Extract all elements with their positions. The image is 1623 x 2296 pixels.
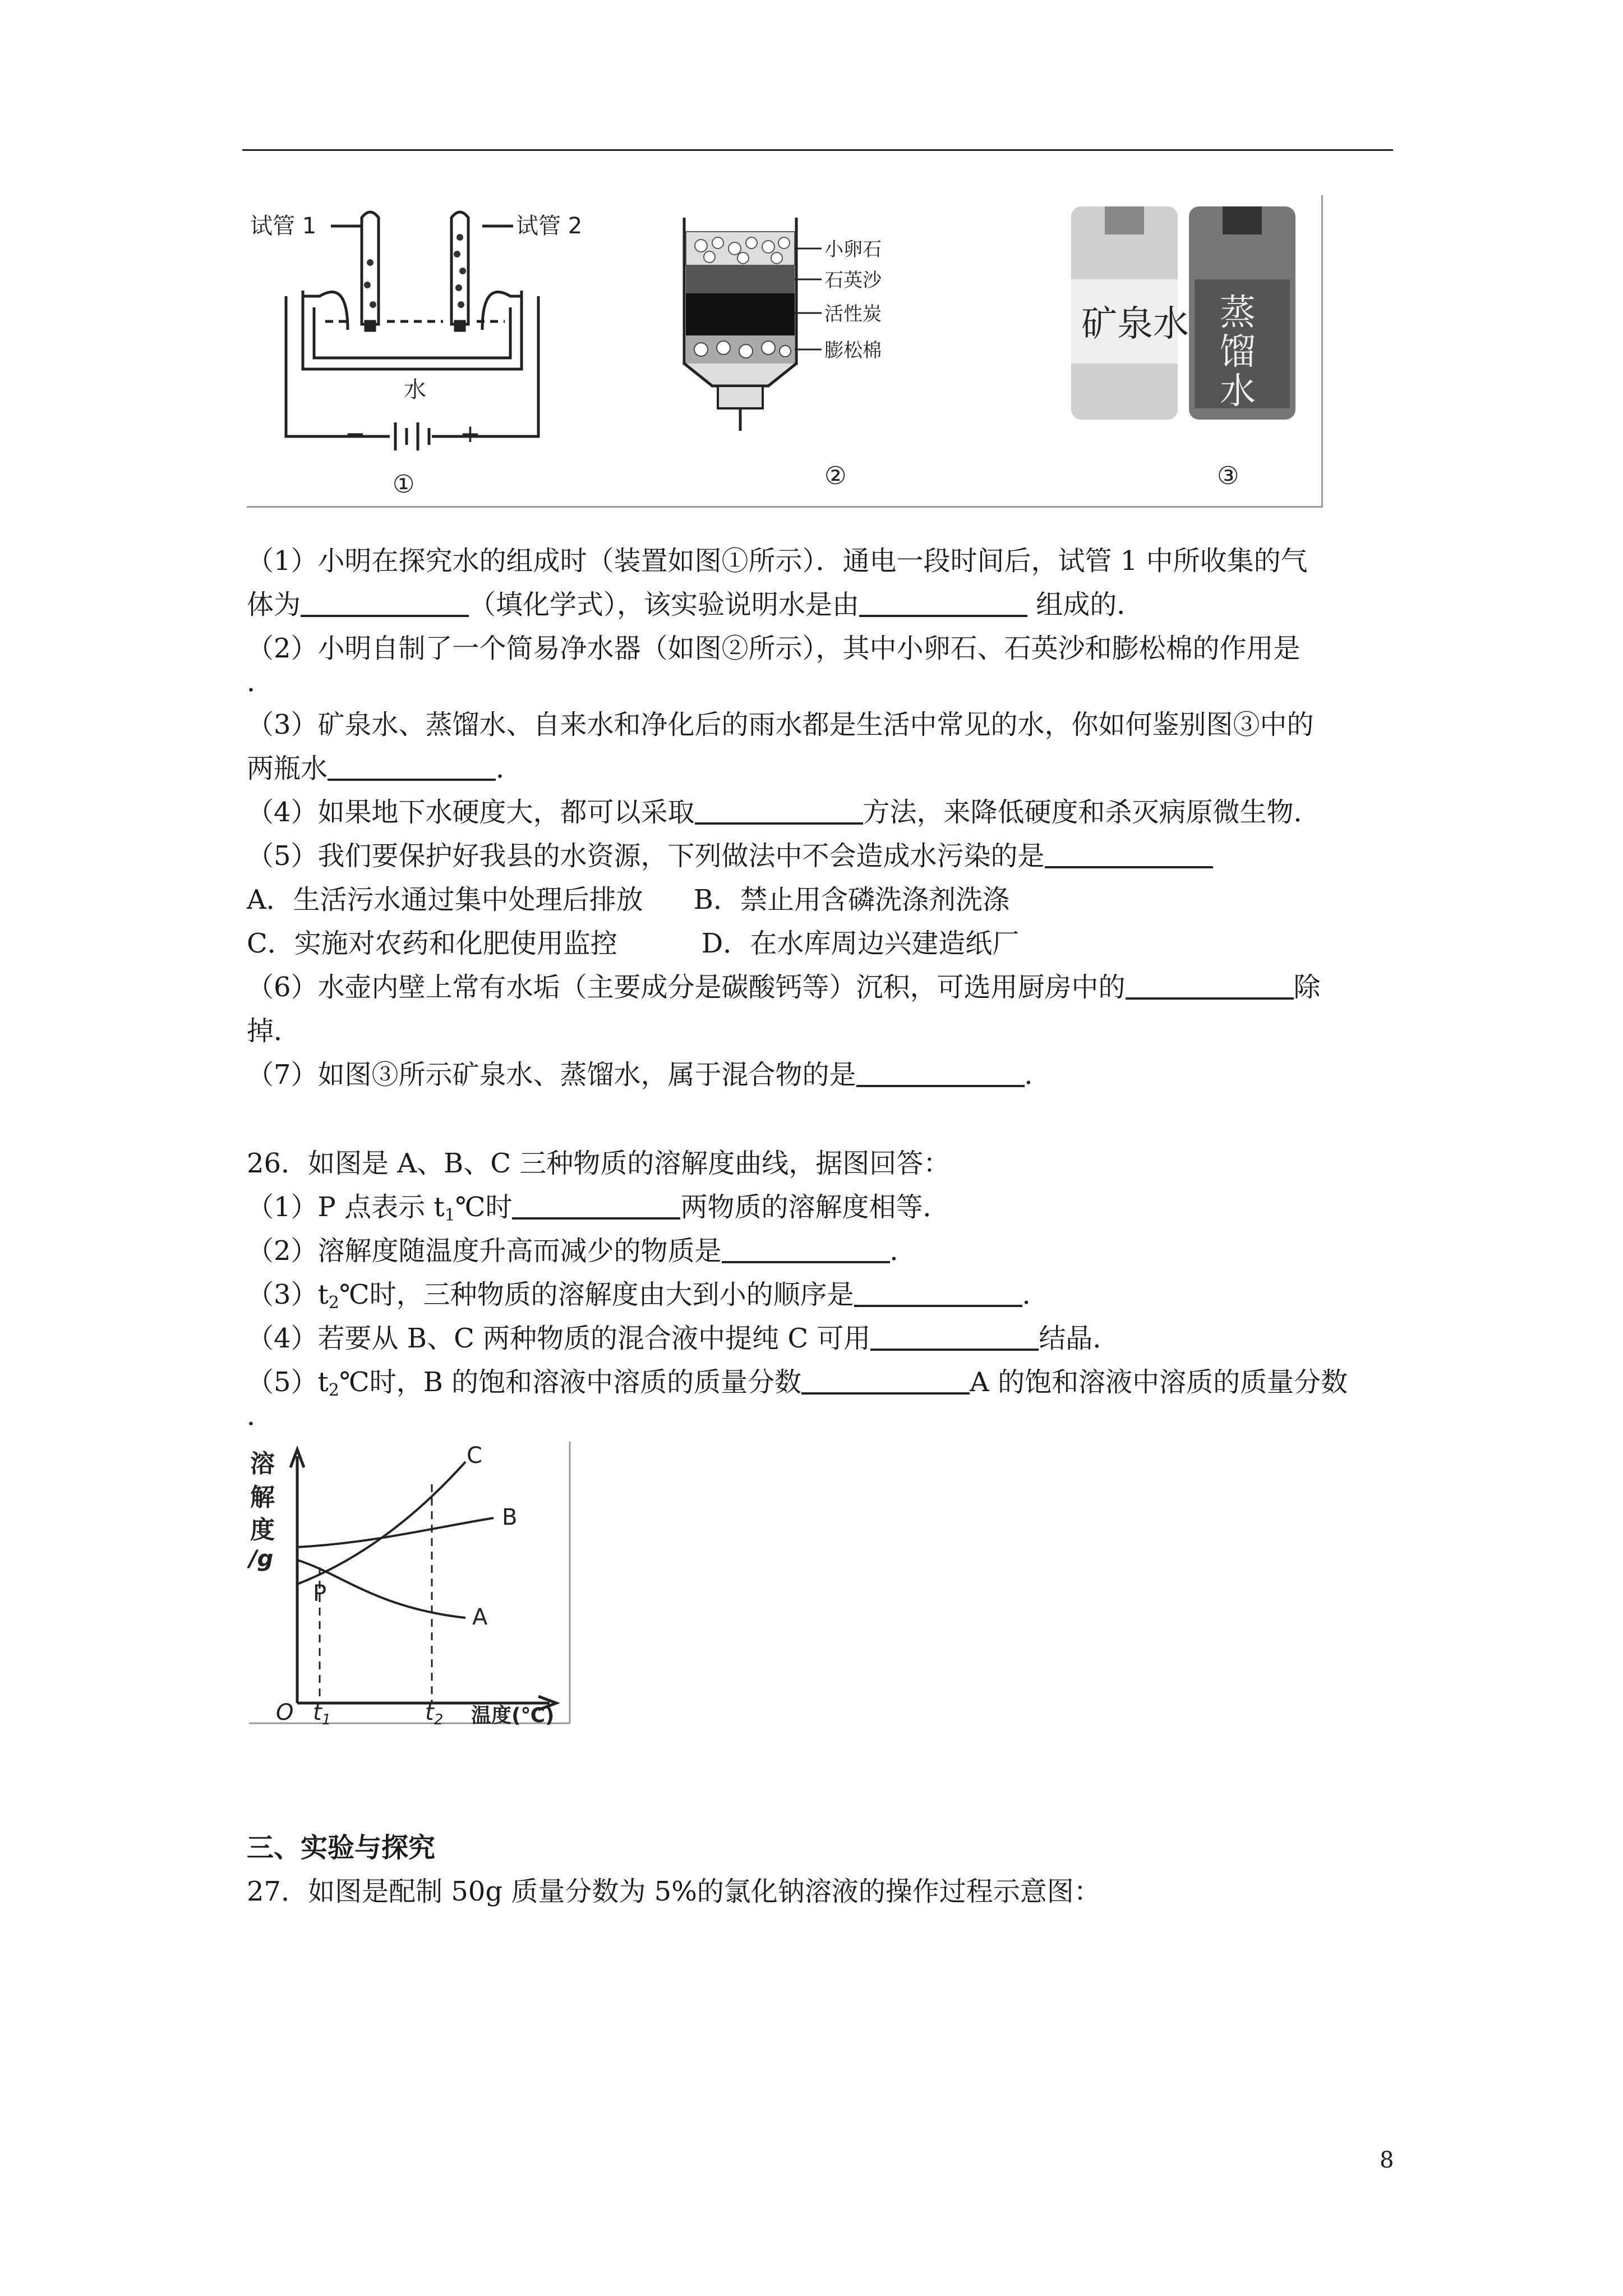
t1-tick: $t_1$ — [313, 1700, 331, 1726]
q25-line7: （4）如果地下水硬度大，都可以采取 方法，来降低硬度和杀灭病原微生物． — [247, 797, 1321, 828]
caption-1: ① — [393, 470, 415, 499]
page-number: 8 — [1380, 2147, 1394, 2173]
water-label: 水 — [404, 377, 426, 403]
curve-b — [297, 1518, 494, 1547]
q25-line1: （1）小明在探究水的组成时（装置如图①所示）．通电一段时间后，试管 1 中所收集的气 — [247, 545, 1308, 577]
bottle2-label: 蒸馏水 — [1220, 292, 1256, 412]
answer-blank-compare[interactable] — [801, 1368, 970, 1395]
curve-c — [297, 1462, 465, 1584]
tube2-label: 试管 2 — [516, 213, 583, 239]
ylabel-char-2: 解 — [250, 1483, 275, 1512]
answer-blank-identify[interactable] — [328, 754, 496, 781]
section-3-heading: 三、实验与探究 — [247, 1832, 436, 1864]
q26-line1: （1）P 点表示 $t_1℃$时 两物质的溶解度相等． — [247, 1191, 950, 1225]
q25-options-cd: C．实施对农药和化肥使用监控 D．在水库周边兴建造纸厂 — [247, 928, 1020, 959]
curve-c-label: C — [467, 1443, 482, 1469]
q26-line2: （2）溶解度随温度升高而减少的物质是 ． — [247, 1235, 917, 1267]
caption-2: ② — [824, 462, 847, 490]
ylabel-char-3: 度 — [250, 1516, 275, 1544]
layer-activated-carbon: 活性炭 — [824, 303, 882, 325]
q26-line6: ． — [247, 1400, 274, 1432]
experiment-figures — [247, 195, 1323, 508]
origin-label: O — [276, 1700, 294, 1726]
q26-title: 26．如图是 A、B、C 三种物质的溶解度曲线，据图回答： — [247, 1148, 951, 1179]
point-p-label: P — [313, 1581, 327, 1607]
solubility-chart — [247, 1439, 572, 1726]
q26-line5: $(5)t_2℃$时，B 的饱和溶液中溶质的质量分数 A 的饱和溶液中溶质的质量分数 — [247, 1366, 1348, 1400]
t2-tick: $t_2$ — [425, 1700, 444, 1726]
answer-blank-crystallize[interactable] — [870, 1324, 1039, 1351]
answer-blank-kitchen[interactable] — [1126, 973, 1294, 1000]
answer-blank-method[interactable] — [695, 798, 863, 825]
caption-3: ③ — [1217, 462, 1239, 490]
xlabel: 温度(℃) — [471, 1704, 555, 1726]
q25-line11: 掉． — [247, 1015, 301, 1047]
q25-line5: （3）矿泉水、蒸馏水、自来水和净化后的雨水都是生活中常见的水，你如何鉴别图③中的 — [247, 709, 1314, 740]
curve-b-label: B — [502, 1504, 518, 1530]
answer-blank-pollution[interactable] — [1045, 841, 1213, 868]
header-rule — [242, 149, 1393, 151]
water-filter-figure — [684, 218, 882, 490]
q26-line4: （4）若要从 B、C 两种物质的混合液中提纯 C 可用 结晶． — [247, 1323, 1120, 1354]
answer-blank-composition[interactable] — [859, 590, 1027, 617]
plus-sign: + — [460, 420, 481, 448]
q27-text: 27．如图是配制 50g 质量分数为 5%的氯化钠溶液的操作过程示意图： — [247, 1876, 1101, 1907]
answer-blank-order[interactable] — [854, 1280, 1022, 1307]
q25-line2: 体为 （填化学式），该实验说明水是由 组成的． — [247, 589, 1144, 620]
answer-blank-gas[interactable] — [301, 590, 469, 617]
answer-blank-decreasing[interactable] — [722, 1236, 890, 1263]
layer-cotton: 膨松棉 — [824, 339, 882, 362]
ylabel-unit: /g — [249, 1546, 274, 1572]
q25-line10: （6）水壶内壁上常有水垢（主要成分是碳酸钙等）沉积，可选用厨房中的 除 — [247, 972, 1321, 1003]
q25-line8: （5）我们要保护好我县的水资源，下列做法中不会造成水污染的是 — [247, 839, 1213, 873]
electrolysis-figure — [250, 212, 582, 499]
q25-line4: ． — [247, 666, 274, 698]
minus-sign: − — [345, 420, 366, 448]
q25-line12: （7）如图③所示矿泉水、蒸馏水，属于混合物的是 ． — [247, 1059, 1052, 1091]
answer-blank-p-point[interactable] — [512, 1193, 680, 1220]
ylabel-char-1: 溶 — [250, 1450, 275, 1478]
figures-svg — [247, 195, 1321, 506]
layer-quartz-sand: 石英沙 — [824, 269, 882, 292]
q25-options-ab: A．生活污水通过集中处理后排放 B．禁止用含磷洗涤剂洗涤 — [247, 884, 1009, 915]
q26-line3: $(3)t_2℃$时，三种物质的溶解度由大到小的顺序是 ． — [247, 1279, 1049, 1313]
tube1-label: 试管 1 — [250, 213, 317, 239]
q25-line6: 两瓶水 ． — [247, 753, 523, 784]
bottle1-label: 矿泉水 — [1081, 303, 1189, 345]
curve-a-label: A — [472, 1604, 488, 1630]
layer-pebbles: 小卵石 — [824, 238, 882, 261]
answer-blank-mixture[interactable] — [856, 1060, 1025, 1087]
q25-line3: （2）小明自制了一个简易净水器（如图②所示），其中小卵石、石英沙和膨松棉的作用是 — [247, 633, 1301, 664]
